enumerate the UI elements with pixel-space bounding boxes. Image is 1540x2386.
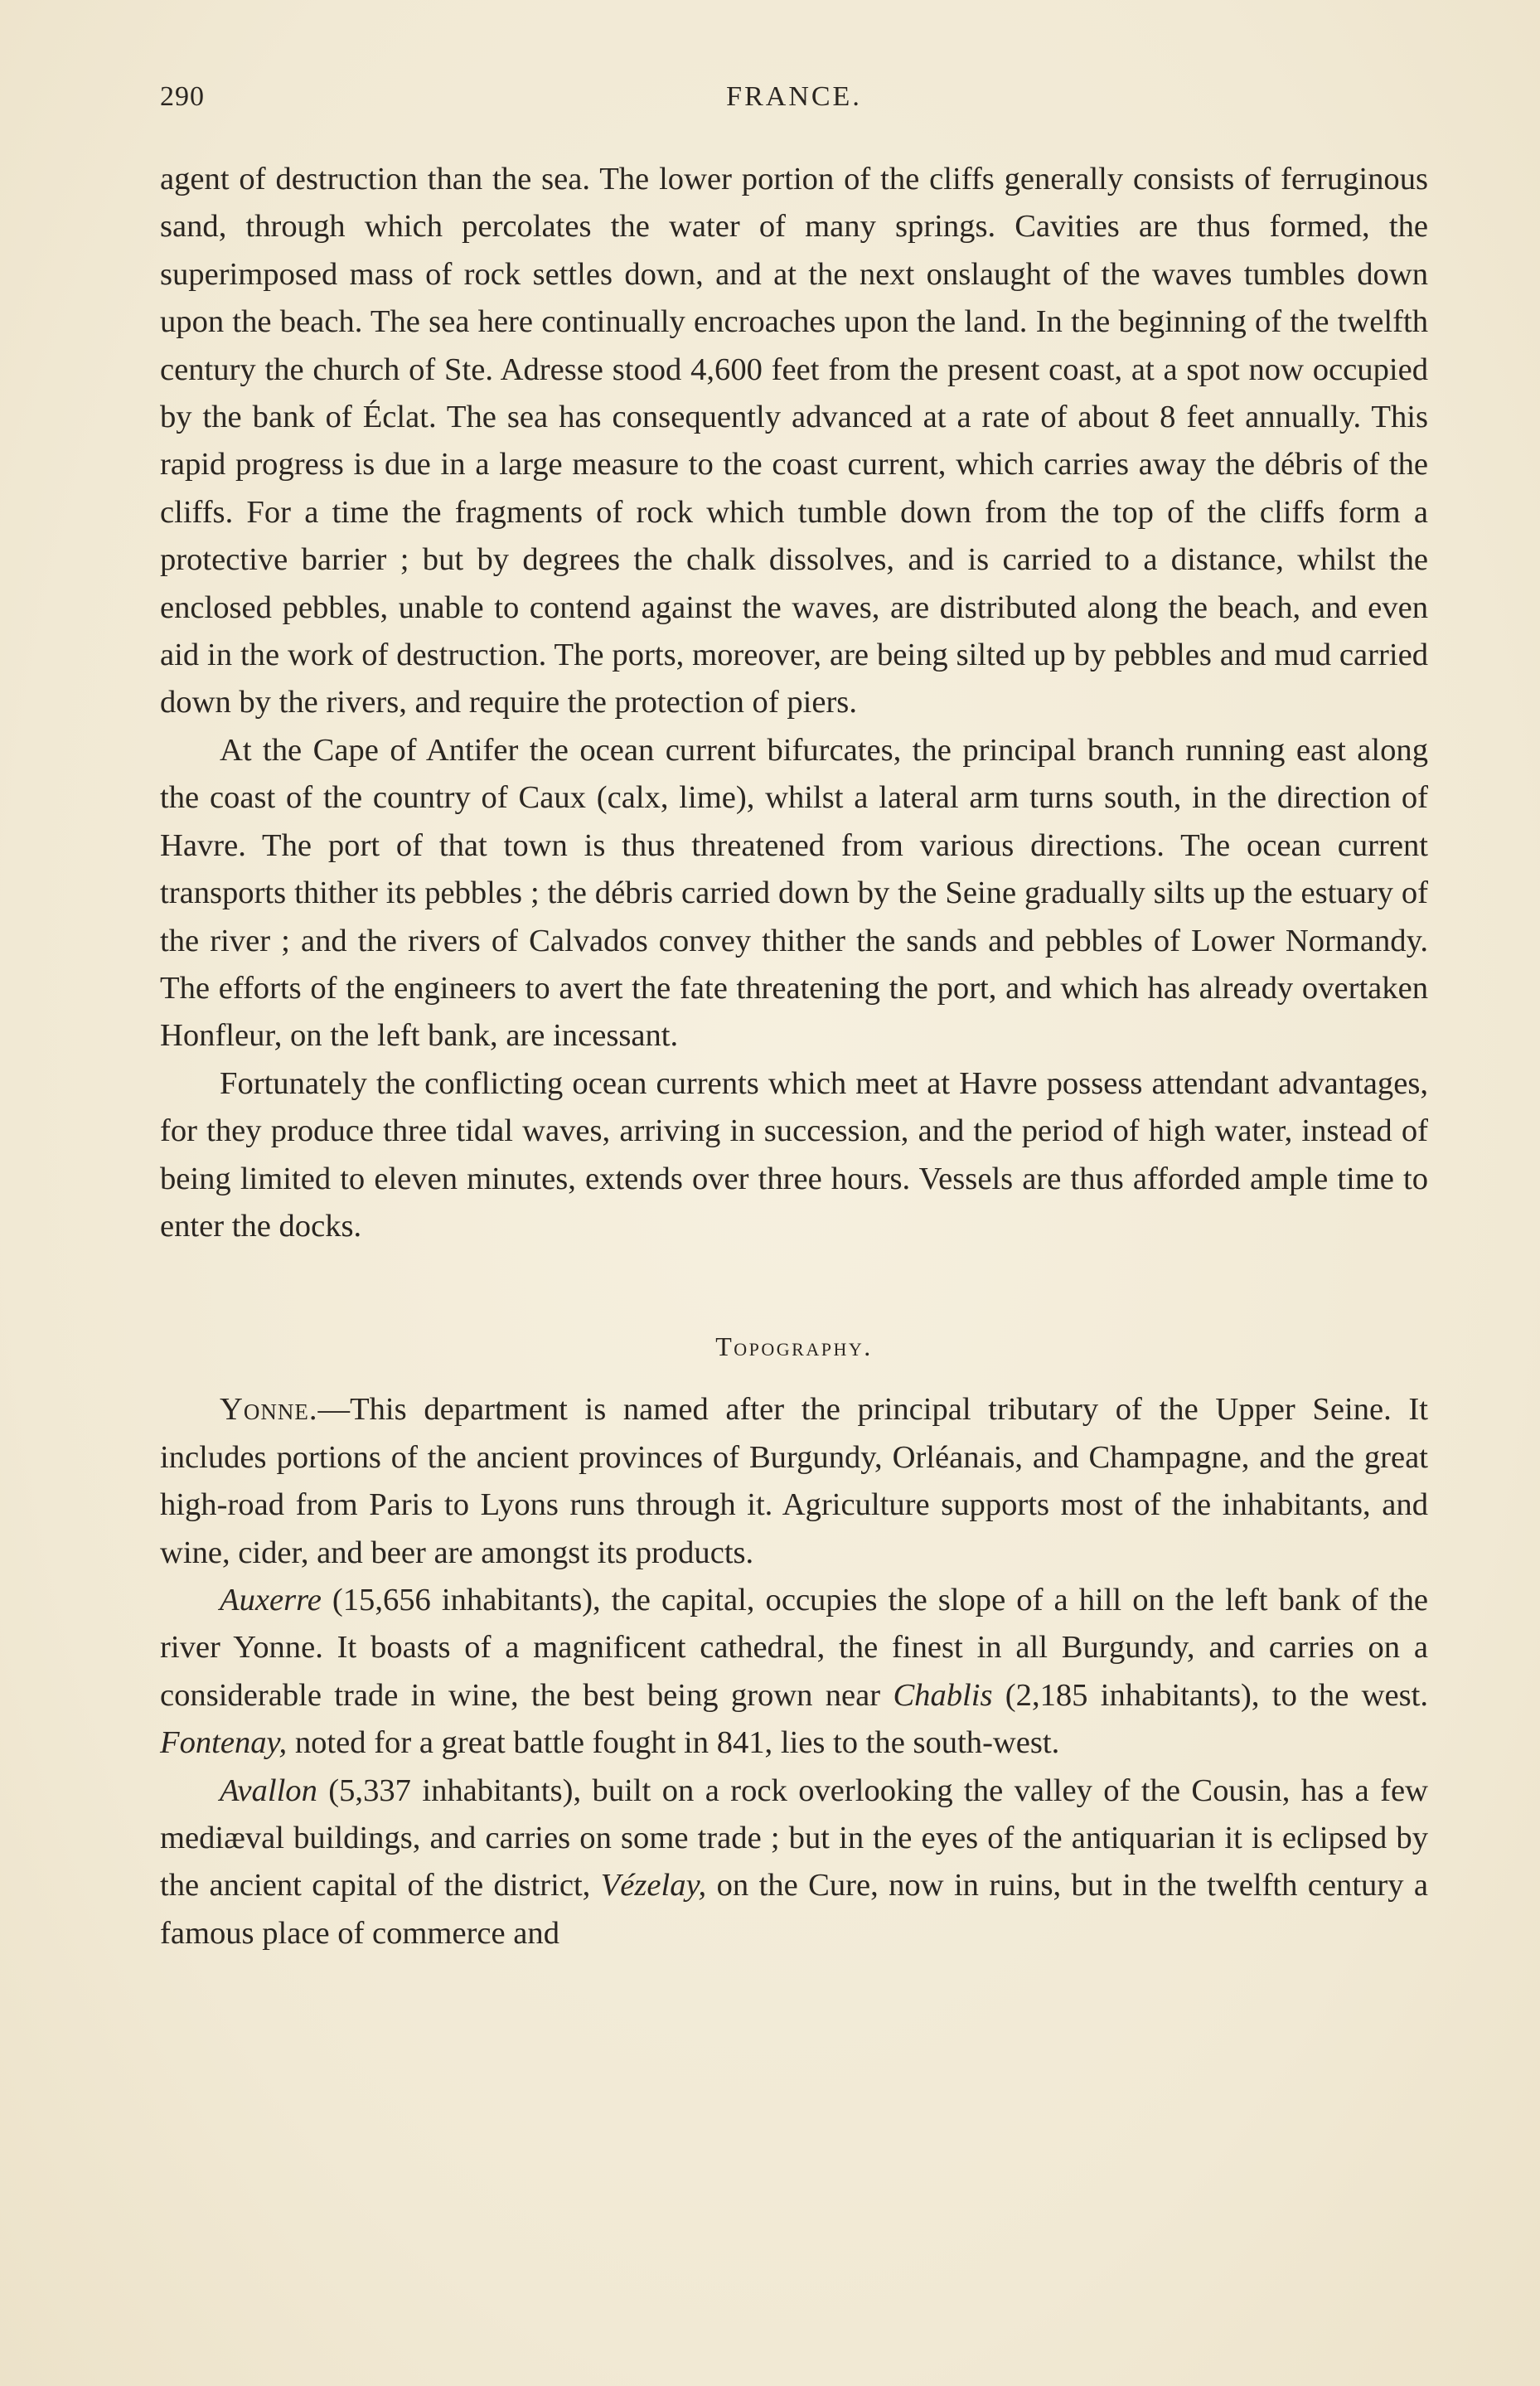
auxerre-text-3: noted for a great battle fought in 841, lies to the south-west. (287, 1725, 1060, 1761)
yonne-text: —This department is named after the principal tributary of the Upper Seine. It includes portions of the ancient provinces of Burgundy, Orléanais, and Champagne, and the great high-road from Paris to Lyons runs through it. Agriculture supports most of the inhabitants, and wine, cider, and beer are amongst its products. (160, 1392, 1428, 1570)
place-fontenay: Fontenay, (160, 1725, 288, 1761)
paragraph-avallon (160, 1768, 1428, 1958)
section-heading-topography: Topography. (715, 1331, 873, 1362)
paragraph-havre-currents: Fortunately the conflicting ocean currents which meet at Havre possess attendant advantages, for they produce three tidal waves, arriving in succession, and the period of high water, instead of being limited to eleven minutes, extends over three hours. Vessels are thus afforded ample time to enter the docks. (160, 1065, 1428, 1244)
place-chablis: Chablis (893, 1677, 993, 1713)
running-head (160, 81, 1428, 123)
paragraph-continued: agent of destruction than the sea. The lower portion of the cliffs generally consists of ferruginous sand, through which percolates the water of many springs. Cavities are thus formed, the superimposed mass of rock settles down, and at the next onslaught of the waves tumbles down upon the beach. The sea here continually encroaches upon the land. In the beginning of the twelfth century the church of Ste. Adresse stood 4,600 feet from the present coast, at a spot now occupied by the bank of Éclat. The sea has consequently advanced at a rate of about 8 feet annually. This rapid progress is due in a large measure to the coast current, which carries away the débris of the cliffs. For a time the fragments of rock which tumble down from the top of the cliffs form a protective barrier ; but by degrees the chalk dissolves, and is carried to a distance, whilst the enclosed pebbles, unable to contend against the waves, are distributed along the beach, and even aid in the work of destruction. The ports, moreover, are being silted up by pebbles and mud carried down by the rivers, and require the protection of piers. (160, 162, 1428, 720)
paragraph-auxerre (160, 1577, 1428, 1768)
auxerre-text-1: (15,656 inhabitants), the capital, occupies the slope of a hill on the left bank of the river Yonne. It boasts of a magnificent cathedral, the finest in all Burgundy, and carries on a considerable trade in wine, the best being grown near (160, 1582, 1428, 1713)
page-number: 290 (160, 81, 205, 112)
yonne-lead: Yonne. (220, 1392, 318, 1428)
avallon-text-1: (5,337 inhabitants), built on a rock overlooking the valley of the Cousin, has a few mediæval buildings, and carries on some trade ; but in the eyes of the antiquarian it is eclipsed by the ancient capital of the district, (160, 1773, 1428, 1903)
paragraph-cape-antifer: At the Cape of Antifer the ocean current bifurcates, the principal branch running east along the coast of the country of Caux (calx, lime), whilst a lateral arm turns south, in the direction of Havre. The port of that town is thus threatened from various directions. The ocean current transports thither its pebbles ; the débris carried down by the Seine gradually silts up the estuary of the river ; and the rivers of Calvados convey thither the sands and pebbles of Lower Normandy. The efforts of the engineers to avert the fate threatening the port, and which has already overtaken Honfleur, on the left bank, are incessant. (160, 732, 1428, 1054)
running-title: FRANCE. (726, 81, 862, 112)
auxerre-text-2: (2,185 inhabitants), to the west. (992, 1677, 1428, 1713)
avallon-text-2: on the Cure, now in ruins, but in the twelfth century a famous place of commerce and (160, 1868, 1428, 1951)
body-text (160, 156, 1428, 1957)
place-avallon: Avallon (220, 1773, 317, 1808)
paragraph-yonne (160, 1386, 1428, 1577)
place-auxerre: Auxerre (220, 1582, 322, 1617)
place-vezelay: Vézelay, (600, 1868, 707, 1903)
